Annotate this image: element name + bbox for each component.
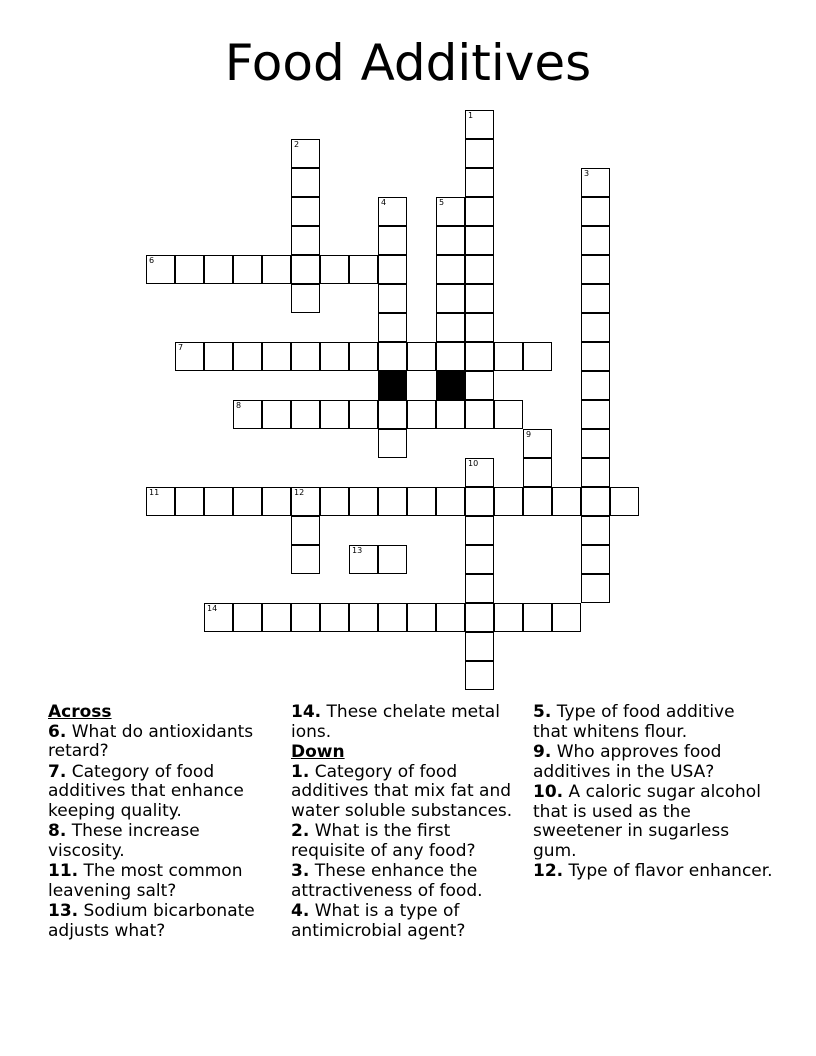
clue-across-6 [48,723,274,762]
grid-cell[interactable] [378,400,407,429]
clue-text: Type of flavor enhancer. [568,861,773,881]
grid-cell[interactable] [291,255,320,284]
grid-cell[interactable] [407,342,436,371]
clue-text: The most common leavening salt? [48,861,243,901]
grid-cell[interactable] [610,487,639,516]
clue-text: These chelate metal ions. [291,702,500,742]
cell-number: 9 [526,430,532,439]
grid-cell[interactable] [436,400,465,429]
grid-cell[interactable] [581,342,610,371]
clue-down-5 [533,703,773,742]
clues-column-1 [48,703,274,942]
clue-number: 14. [291,702,322,722]
grid-cell[interactable] [349,487,378,516]
cell-number: 5 [439,198,445,207]
grid-cell[interactable] [262,603,291,632]
clue-down-1 [291,763,527,822]
clue-down-12 [533,862,773,882]
clue-number: 5. [533,702,552,722]
grid-cell[interactable] [436,284,465,313]
grid-cell[interactable] [320,400,349,429]
grid-cell[interactable] [320,487,349,516]
grid-cell[interactable] [581,487,610,516]
clue-number: 8. [48,821,67,841]
cell-number: 6 [149,256,155,265]
grid-cell[interactable] [581,545,610,574]
grid-cell[interactable] [523,429,552,458]
clue-text: What is the first requisite of any food? [291,821,476,861]
grid-cell[interactable] [436,603,465,632]
grid-cell[interactable] [407,487,436,516]
grid-cell[interactable] [378,603,407,632]
grid-cell[interactable] [175,255,204,284]
clue-text: Who approves food additives in the USA? [533,742,722,782]
grid-cell[interactable] [581,168,610,197]
grid-cell[interactable] [349,255,378,284]
cell-number: 8 [236,401,242,410]
clue-down-3 [291,862,527,901]
grid-black-cell [378,371,407,400]
grid-cell[interactable] [494,487,523,516]
grid-cell[interactable] [465,458,494,487]
grid-cell[interactable] [233,603,262,632]
grid-cell[interactable] [465,632,494,661]
grid-cell[interactable] [349,545,378,574]
page-title: Food Additives [224,34,592,92]
grid-cell[interactable] [465,661,494,690]
clue-down-2 [291,822,527,861]
grid-cell[interactable] [320,342,349,371]
clue-text: Category of food additives that enhance keeping quality. [48,761,244,821]
grid-cell[interactable] [465,574,494,603]
clue-text: Category of food additives that mix fat and water soluble substances. [291,761,513,821]
down-heading: Down [291,742,345,762]
clue-number: 10. [533,782,564,802]
clue-number: 7. [48,761,67,782]
grid-cell[interactable] [523,487,552,516]
grid-cell[interactable] [262,487,291,516]
grid-cell[interactable] [233,342,262,371]
grid-cell[interactable] [465,545,494,574]
grid-cell[interactable] [291,516,320,545]
grid-cell[interactable] [262,255,291,284]
grid-cell[interactable] [465,371,494,400]
grid-black-cell [436,371,465,400]
grid-cell[interactable] [581,458,610,487]
clue-down-9 [533,743,773,782]
grid-cell[interactable] [465,516,494,545]
grid-cell[interactable] [349,603,378,632]
grid-cell[interactable] [146,487,175,516]
grid-cell[interactable] [320,603,349,632]
grid-cell[interactable] [291,487,320,516]
clue-text: Type of food additive that whitens flour. [533,702,735,742]
grid-cell[interactable] [494,342,523,371]
grid-cell[interactable] [465,110,494,139]
clue-number: 2. [291,821,310,841]
clue-down-10 [533,783,773,861]
grid-cell[interactable] [465,255,494,284]
grid-cell[interactable] [581,284,610,313]
cell-number: 7 [178,343,184,352]
clue-across-13 [48,902,274,941]
clue-text: What is a type of antimicrobial agent? [291,901,466,941]
cell-number: 10 [468,459,479,468]
grid-cell[interactable] [291,168,320,197]
grid-cell[interactable] [291,400,320,429]
grid-cell[interactable] [436,226,465,255]
grid-cell[interactable] [349,342,378,371]
grid-cell[interactable] [465,197,494,226]
grid-cell[interactable] [581,255,610,284]
grid-cell[interactable] [291,226,320,255]
clue-number: 11. [48,861,79,881]
grid-cell[interactable] [204,342,233,371]
grid-cell[interactable] [465,400,494,429]
grid-cell[interactable] [523,342,552,371]
grid-cell[interactable] [523,603,552,632]
grid-cell[interactable] [291,139,320,168]
clues-column-3 [533,703,773,883]
cell-number: 3 [584,169,590,178]
grid-cell[interactable] [523,458,552,487]
grid-cell[interactable] [465,342,494,371]
cell-number: 11 [149,488,160,497]
clue-number: 13. [48,901,79,921]
grid-cell[interactable] [291,342,320,371]
grid-cell[interactable] [581,197,610,226]
grid-cell[interactable] [233,487,262,516]
grid-cell[interactable] [436,255,465,284]
grid-cell[interactable] [407,400,436,429]
grid-cell[interactable] [436,487,465,516]
clue-down-4 [291,902,527,941]
grid-cell[interactable] [204,603,233,632]
cell-number: 12 [294,488,305,497]
cell-number: 1 [468,111,474,120]
clue-number: 4. [291,901,310,921]
cell-number: 4 [381,198,387,207]
grid-cell[interactable] [552,487,581,516]
grid-cell[interactable] [378,342,407,371]
grid-cell[interactable] [378,429,407,458]
clue-text: A caloric sugar alcohol that is used as the sweetener in sugarless gum. [533,782,761,861]
grid-cell[interactable] [465,139,494,168]
grid-cell[interactable] [291,603,320,632]
clue-across-14 [291,703,527,742]
clue-number: 6. [48,721,67,742]
grid-cell[interactable] [175,342,204,371]
grid-cell[interactable] [262,400,291,429]
grid-cell[interactable] [465,284,494,313]
grid-cell[interactable] [465,168,494,197]
clue-across-8 [48,822,274,861]
grid-cell[interactable] [581,313,610,342]
grid-cell[interactable] [291,545,320,574]
grid-cell[interactable] [581,574,610,603]
clue-number: 1. [291,761,310,782]
clue-across-11 [48,862,274,901]
cell-number: 2 [294,140,300,149]
grid-cell[interactable] [581,371,610,400]
grid-cell[interactable] [465,603,494,632]
grid-cell[interactable] [291,284,320,313]
cell-number: 13 [352,546,363,555]
clue-text: These enhance the attractiveness of food. [291,861,483,901]
grid-cell[interactable] [146,255,175,284]
grid-cell[interactable] [581,516,610,545]
grid-cell[interactable] [581,429,610,458]
grid-cell[interactable] [204,255,233,284]
clue-text: Sodium bicarbonate adjusts what? [48,901,255,941]
clue-number: 3. [291,861,310,881]
grid-cell[interactable] [291,197,320,226]
grid-cell[interactable] [465,313,494,342]
grid-cell[interactable] [262,342,291,371]
cell-number: 14 [207,604,218,613]
grid-cell[interactable] [233,255,262,284]
grid-cell[interactable] [378,487,407,516]
grid-cell[interactable] [581,400,610,429]
clue-text: What do antioxidants retard? [48,721,254,761]
grid-cell[interactable] [436,313,465,342]
grid-cell[interactable] [175,487,204,516]
grid-cell[interactable] [494,603,523,632]
grid-cell[interactable] [204,487,233,516]
grid-cell[interactable] [552,603,581,632]
grid-cell[interactable] [349,400,378,429]
grid-cell[interactable] [465,226,494,255]
clue-across-7 [48,763,274,822]
grid-cell[interactable] [378,284,407,313]
grid-cell[interactable] [494,400,523,429]
grid-cell[interactable] [233,400,262,429]
clue-text: These increase viscosity. [48,821,200,861]
grid-cell[interactable] [378,313,407,342]
grid-cell[interactable] [378,545,407,574]
grid-cell[interactable] [436,197,465,226]
clue-number: 9. [533,742,552,762]
clue-number: 12. [533,861,564,881]
grid-cell[interactable] [407,603,436,632]
clues-column-2 [291,703,527,942]
grid-cell[interactable] [378,255,407,284]
grid-cell[interactable] [436,342,465,371]
grid-cell[interactable] [465,487,494,516]
across-heading: Across [48,702,112,722]
grid-cell[interactable] [581,226,610,255]
grid-cell[interactable] [320,255,349,284]
grid-cell[interactable] [378,197,407,226]
grid-cell[interactable] [378,226,407,255]
